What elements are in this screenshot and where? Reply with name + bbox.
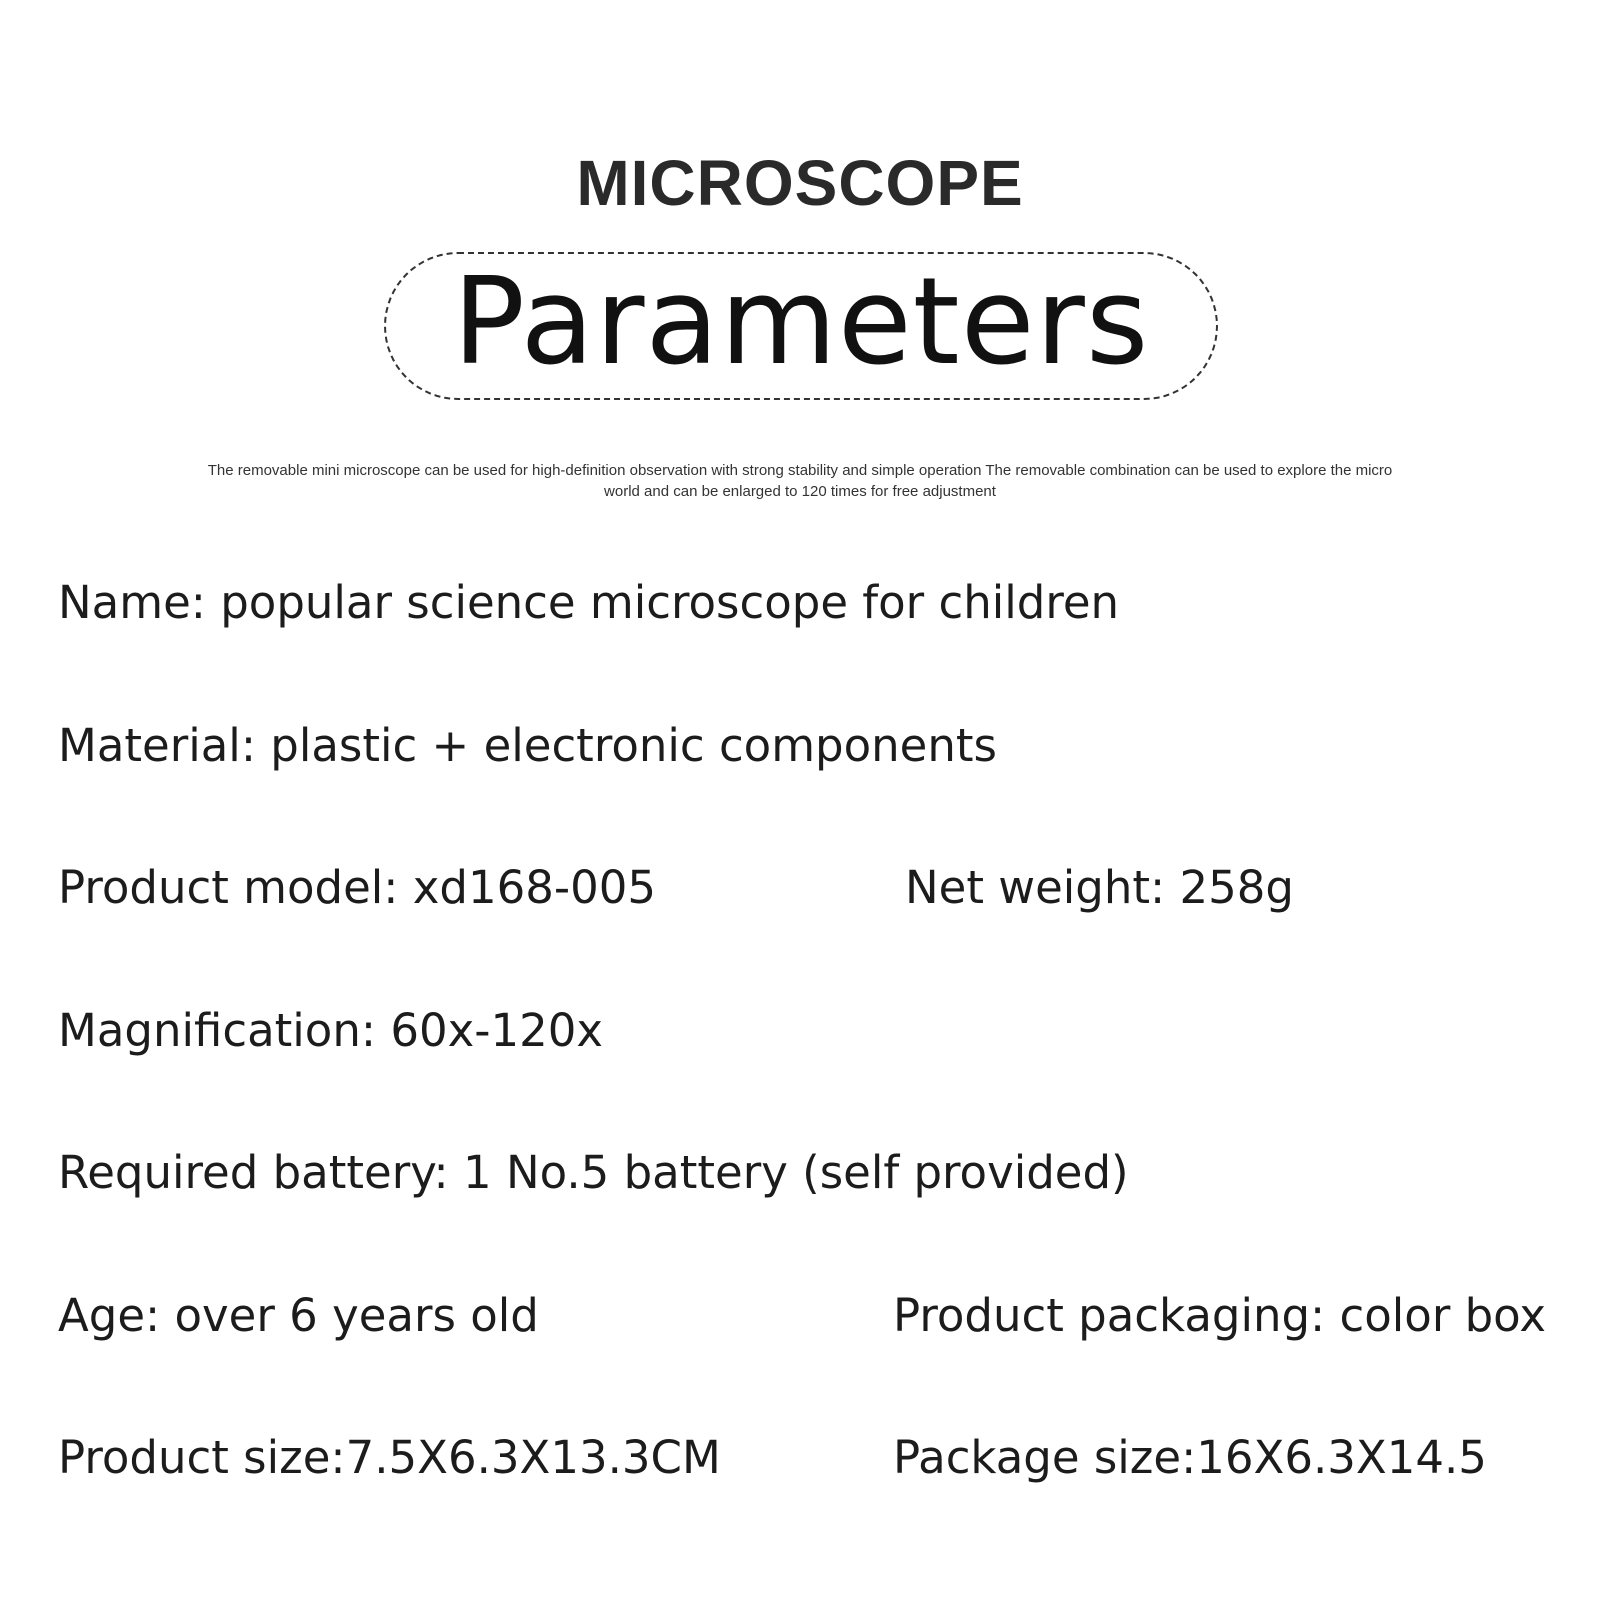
spec-magnification: Magnification: 60x-120x (58, 1004, 603, 1057)
spec-weight: Net weight: 258g (905, 861, 1294, 914)
spec-battery: Required battery: 1 No.5 battery (self provided) (58, 1146, 1129, 1199)
intro-paragraph: The removable mini microscope can be used for high-definition observation with strong stability and simple operation The removable combination can be used to explore the micro world and can be enlarged to 120 times for free adjustment (207, 462, 1393, 500)
page-title: Parameters (452, 253, 1150, 392)
spec-name: Name: popular science microscope for children (58, 576, 1120, 629)
spec-age: Age: over 6 years old (58, 1289, 539, 1342)
brand-heading: MICROSCOPE (576, 147, 1024, 219)
spec-model: Product model: xd168-005 (58, 861, 656, 914)
spec-packaging: Product packaging: color box (893, 1289, 1546, 1342)
title-dashed-pill (384, 252, 1218, 400)
spec-material: Material: plastic + electronic components (58, 719, 997, 772)
spec-product-size: Product size:7.5X6.3X13.3CM (58, 1431, 721, 1484)
spec-package-size: Package size:16X6.3X14.5 (893, 1431, 1487, 1484)
